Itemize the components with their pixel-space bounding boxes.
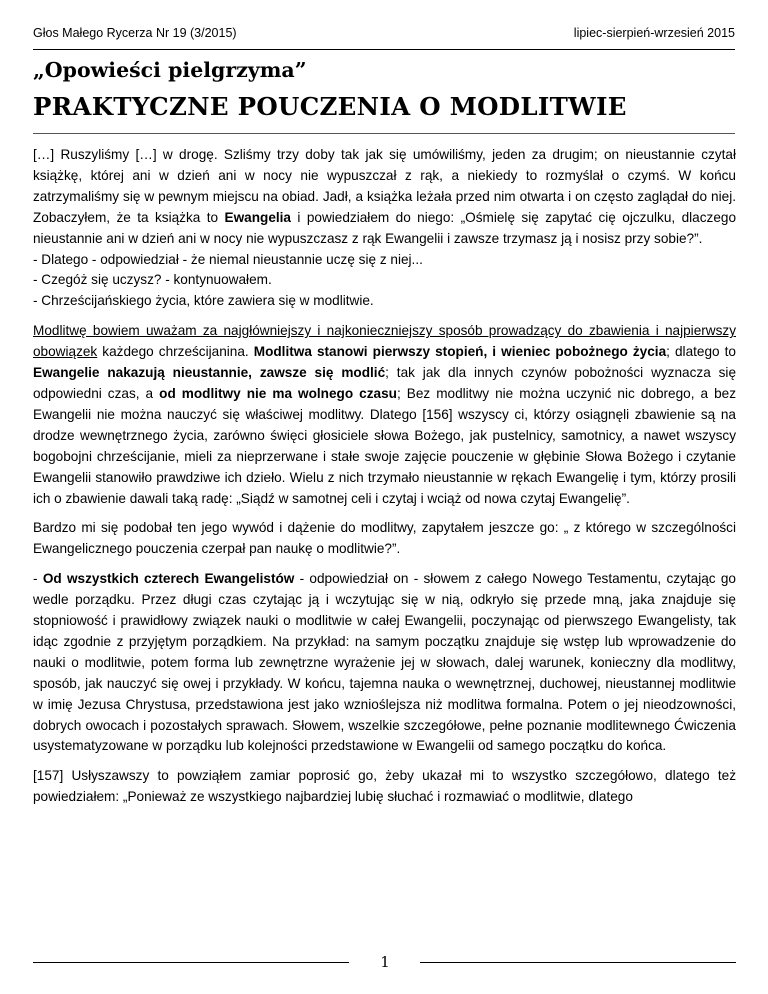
bold-run: od modlitwy nie ma wolnego czasu (159, 385, 397, 401)
paragraph-3: Bardzo mi się podobał ten jego wywód i dążenie do modlitwy, zapytałem jeszcze go: „ z którego w szczególności Ewangelicznego pouczenia czerpał pan naukę o modlitwie?”. (33, 520, 736, 557)
bold-run: Modlitwa stanowi pierwszy stopień, i wieniec pobożnego życia (253, 344, 667, 360)
bold-run: Ewangelia (224, 209, 291, 225)
paragraph-4 (33, 569, 736, 757)
text-run: […] Ruszyliśmy […] w drogę. Szliśmy trzy doby tak jak się umówiliśmy, jeden za drugim; on nieustannie czytał książkę, której ani w dzień ani w nocy nie wypuszczał z rąk, a niekiedy to rozmyślał o czymś. W końcu zatrzymaliśmy się w pewnym miejscu na obiad. Jadł, a książka leżała przed nim otwarta i on często zaglądał do niej. Zobaczyłem, że ta książka to (33, 147, 736, 225)
dialog-line-2: - Czegóż się uczysz? - kontynuowałem. (33, 272, 272, 288)
footer-rule-left (33, 962, 349, 963)
article-subtitle: „Opowieści pielgrzyma” (33, 58, 307, 82)
footer-rule-right (420, 962, 736, 963)
dialog-line-1: - Dlatego - odpowiedział - że niemal nieustannie uczę się z niej... (33, 251, 423, 267)
bold-run: Ewangelie nakazują nieustannie, zawsze się modlić (33, 365, 386, 381)
dialog-line-3: - Chrześcijańskiego życia, które zawiera się w modlitwie. (33, 293, 374, 309)
header-date: lipiec-sierpień-wrzesień 2015 (573, 26, 735, 40)
header-rule (33, 49, 735, 50)
bold-run: Od wszystkich czterech Ewangelistów (42, 571, 295, 587)
paragraph-1 (33, 145, 736, 250)
page-number: 1 (380, 953, 390, 971)
text-run: ; Bez modlitwy nie można uczynić nic dobrego, a bez Ewangelii nie można nauczyć się właściwej modlitwy. Dlatego [156] wszyscy ci, którzy osiągnęli zbawienie są na drodze wewnętrznego życia, zarówno święci głosiciele słowa Bożego, jak pustelnicy, samotnicy, a nawet wszyscy bogobojni chrześcijanie, mieli za nieprzerwane i stałe swoje zajęcie pouczenie w głębinie Słowa Bożego i czytanie Ewangelii stanowiło prawdziwe ich dzieło. Wielu z nich trzymało nieustannie w rękach Ewangelię i tym, którzy prosili ich o zbawienie dawali taką radę: „Siądź w samotnej celi i czytaj i wciąż od nowa czytaj Ewangelię”. (33, 385, 737, 506)
article-body (33, 145, 736, 808)
article-title: PRAKTYCZNE POUCZENIA O MODLITWIE (33, 92, 627, 121)
text-run: i powiedziałem do niego: „Ośmielę się zapytać cię ojczulku, dlaczego nieustannie ani w dzień ani w nocy nie wypuszczasz z rąk Ewangelii i zawsze trzymasz ją i nosisz przy sobie?”. (33, 209, 736, 246)
underlined-run: Modlitwę bowiem uważam za najgłówniejszy i najkonieczniejszy sposób prowadzący do zbawienia i najpierwszy obowiązek (33, 323, 736, 360)
running-header (33, 26, 735, 50)
text-run: ; tak jak dla innych czynów pobożności wyznacza się odpowiedni czas, a (33, 365, 736, 401)
text-run: każdego chrześcijanina. (97, 344, 254, 360)
text-run: - (33, 571, 43, 587)
paragraph-5: [157] Usłyszawszy to powziąłem zamiar poprosić go, żeby ukazał mi to wszystko szczegółowo, dlatego też powiedziałem: „Ponieważ ze wszystkiego najbardziej lubię słuchać i rozmawiać o modlitwie, dlatego (33, 768, 736, 805)
header-publication: Głos Małego Rycerza Nr 19 (3/2015) (33, 26, 237, 40)
text-run: - odpowiedział on - słowem z całego Nowego Testamentu, czytając go wedle porządku. Przez długi czas czytając ją i wczytując się w nią, odkryło się przede mną, jaka znajduje się stopniowość i prawidłowy związek nauki o modlitwie w całej Ewangelii, poczynając od pierwszego Ewangelisty, tak idąc zgodnie z przyjętym porządkiem. Na przykład: na samym początku znajduje się wstęp lub wprowadzenie do nauki o modlitwie, potem forma lub zewnętrzne wyrażenie jej w słowach, dalej warunek, konieczny dla modlitwy, sposób, jak nauczyć się owej i przykłady. W końcu, tajemna nauka o wewnętrznej, duchowej, nieustannej modlitwie w imię Jezusa Chrystusa, przedstawiona jest jako wznioślejsza niż modlitwa formalna. Potem o jej nieodzowności, dobrych owocach i pozostałych sprawach. Słowem, wszelkie szczegółowe, pełne poznanie modlitewnego Ćwiczenia usystematyzowane w porządku lub kolejności przedstawione w Ewangelii od samego początku do końca. (33, 571, 736, 754)
title-rule (33, 133, 735, 134)
text-run: ; dlatego to (666, 344, 736, 360)
paragraph-2 (33, 321, 736, 509)
